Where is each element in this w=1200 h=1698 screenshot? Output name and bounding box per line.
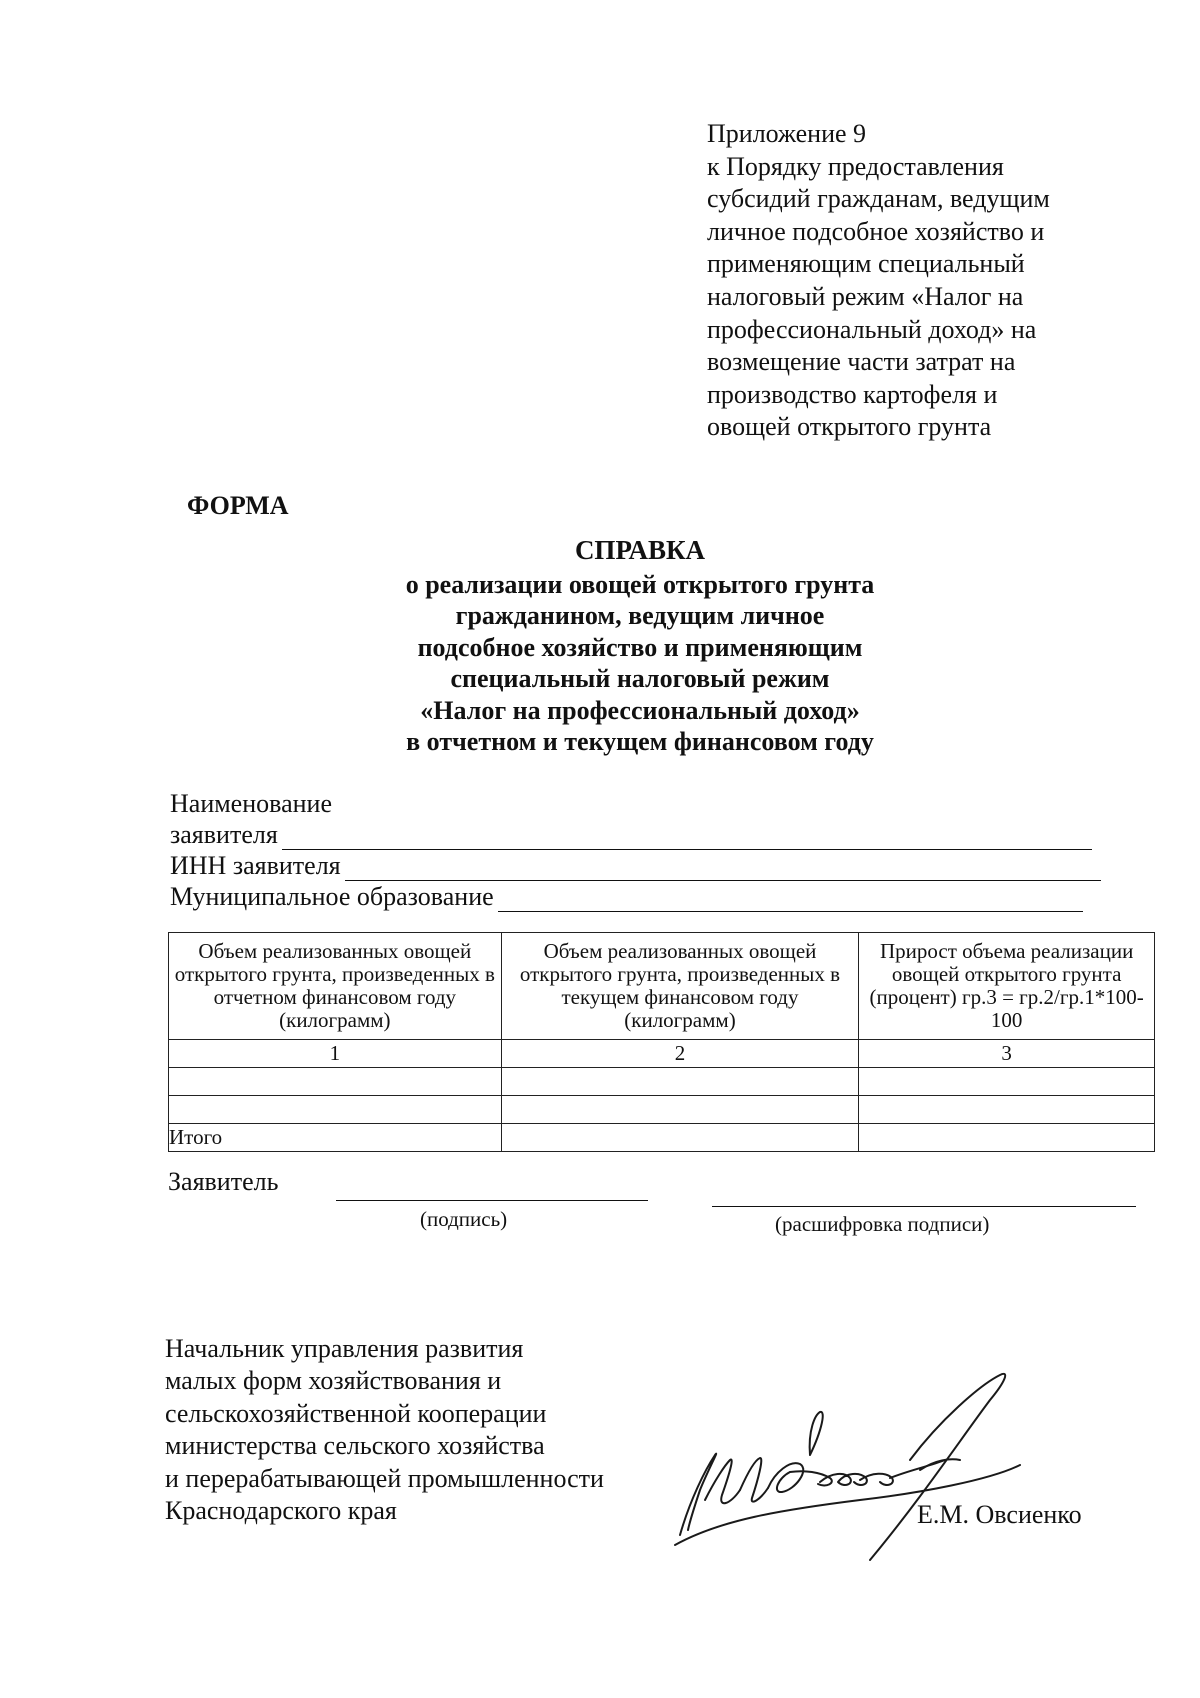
chief-title-line: и перерабатывающей промышленности [165,1463,604,1493]
chief-title-line: малых форм хозяйствования и [165,1366,502,1396]
table-header-col2: Объем реализованных овощей открытого грунта, произведенных в текущем финансовом году (килограмм) [501,933,859,1040]
column-number: 2 [501,1040,859,1068]
applicant-fields [170,788,1110,912]
inn-field[interactable] [345,856,1101,881]
table-cell[interactable] [501,1068,859,1096]
inn-row [170,850,1110,881]
appendix-line: возмещение части затрат на [707,347,1016,377]
title-line: о реализации овощей открытого грунта [405,569,875,599]
appendix-line: Приложение 9 [707,119,867,148]
municipality-label: Муниципальное образование [170,882,494,911]
table-header-col1: Объем реализованных овощей открытого грунта, произведенных в отчетном финансовом году (килограмм) [169,933,502,1040]
appendix-line: профессиональный доход» на [707,314,1037,344]
appendix-line: к Порядку предоставления [707,151,1004,181]
column-number: 1 [169,1040,502,1068]
table-cell[interactable] [169,1096,502,1124]
table-cell[interactable] [859,1068,1155,1096]
title-line: в отчетном и текущем финансовом году [406,727,874,756]
title-line: гражданином, ведущим личное [455,601,825,630]
table-cell[interactable] [859,1124,1155,1152]
title-main: СПРАВКА [574,535,706,565]
total-label: Итого [169,1124,502,1152]
chief-name: Е.М. Овсиенко [917,1500,1082,1529]
title-line: «Налог на профессиональный доход» [420,695,860,725]
name-label-row [170,788,1110,819]
appendix-line: личное подсобное хозяйство и [707,216,1045,246]
applicant-name-row [170,819,1110,850]
table-header-row [169,933,1155,1040]
table-header-col3: Прирост объема реализации овощей открытого грунта (процент) гр.3 = гр.2/гр.1*100-100 [859,933,1155,1040]
title-line: специальный налоговый режим [450,664,830,693]
chief-title-line: министерства сельского хозяйства [165,1431,545,1461]
applicant-name-label-2: заявителя [170,820,278,849]
applicant-name-field[interactable] [282,825,1092,850]
table-row [169,1096,1155,1124]
decoding-caption: (расшифровка подписи) [775,1212,990,1236]
applicant-name-label-1: Наименование [170,789,332,818]
sales-table [168,932,1155,1152]
signature-field[interactable] [336,1200,648,1201]
chief-title [165,1333,604,1527]
chief-title-line: Краснодарского края [165,1496,397,1526]
appendix-line: овощей открытого грунта [707,412,992,442]
table-total-row [169,1124,1155,1152]
appendix-line: производство картофеля и [707,379,998,409]
appendix-line: субсидий гражданам, ведущим [707,184,1050,214]
signature-decoding-field[interactable] [712,1206,1136,1207]
handwritten-signature [660,1360,1080,1580]
document-title [300,535,980,758]
column-number: 3 [859,1040,1155,1068]
applicant-label: Заявитель [168,1167,279,1196]
signature-caption: (подпись) [420,1207,508,1231]
table-cell[interactable] [501,1124,859,1152]
appendix-line: применяющим специальный [707,249,1025,279]
title-line: подсобное хозяйство и применяющим [417,632,863,662]
chief-title-line: Начальник управления развития [165,1334,524,1363]
table-cell[interactable] [859,1096,1155,1124]
table-cell[interactable] [501,1096,859,1124]
form-label: ФОРМА [187,491,289,520]
table-number-row [169,1040,1155,1068]
table-row [169,1068,1155,1096]
municipality-field[interactable] [498,887,1083,912]
municipality-row [170,881,1110,912]
inn-label: ИНН заявителя [170,851,341,880]
table-cell[interactable] [169,1068,502,1096]
appendix-line: налоговый режим «Налог на [707,281,1024,311]
appendix-block [707,118,1147,444]
chief-title-line: сельскохозяйственной кооперации [165,1398,547,1428]
